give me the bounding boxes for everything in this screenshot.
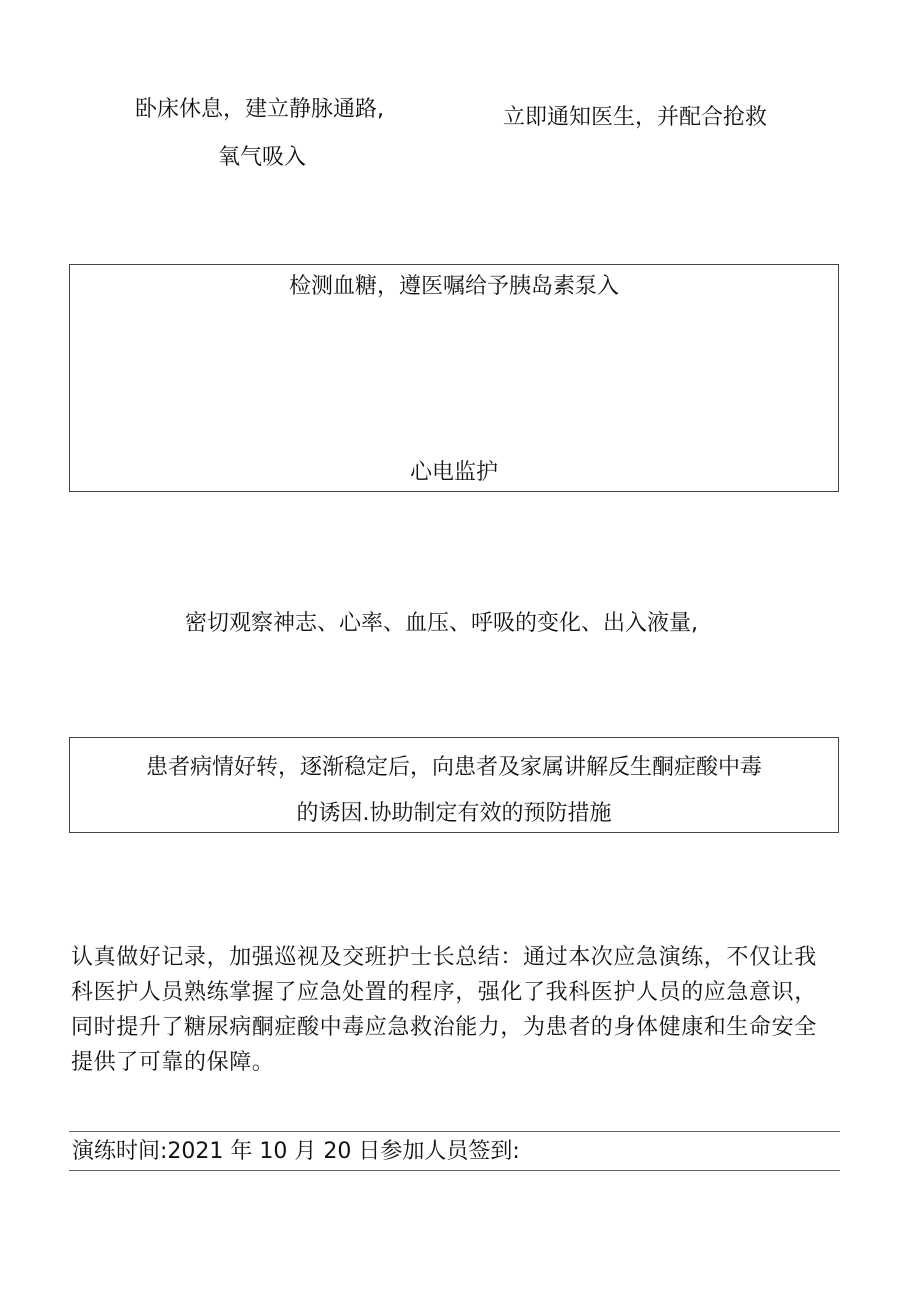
observation-text: 密切观察神志、心率、血压、呼吸的变化、出入液量, <box>185 611 698 636</box>
summary-line-2: 科医护人员熟练掌握了应急处置的程序，强化了我科医护人员的应急意识， <box>71 980 817 1005</box>
summary-line-1: 认真做好记录，加强巡视及交班护士长总结：通过本次应急演练，不仅让我 <box>71 945 817 970</box>
glucose-monitoring-box <box>69 264 839 492</box>
footer-top-rule <box>69 1131 840 1132</box>
summary-line-3: 同时提升了糖尿病酮症酸中毒应急救治能力，为患者的身体健康和生命安全 <box>71 1015 817 1040</box>
footer-bottom-rule <box>69 1170 840 1171</box>
step-notify-doctor-text: 立即通知医生，并配合抢救 <box>503 105 768 130</box>
education-line-2: 的诱因.协助制定有效的预防措施 <box>296 801 612 826</box>
drill-time-signin-text: 演练时间:2021 年 10 月 20 日参加人员签到: <box>72 1139 520 1164</box>
patient-education-box <box>69 737 839 833</box>
glucose-insulin-text: 检测血糖，遵医嘱给予胰岛素泵入 <box>288 274 619 299</box>
summary-line-4: 提供了可靠的保障。 <box>71 1050 275 1075</box>
step-bedrest-text: 卧床休息，建立静脉通路, <box>135 97 384 122</box>
summary-paragraph <box>71 940 841 1080</box>
step-oxygen-text: 氧气吸入 <box>218 145 307 170</box>
education-line-1: 患者病情好转，逐渐稳定后，向患者及家属讲解反生酮症酸中毒 <box>145 755 762 780</box>
ecg-monitoring-text: 心电监护 <box>409 460 498 485</box>
